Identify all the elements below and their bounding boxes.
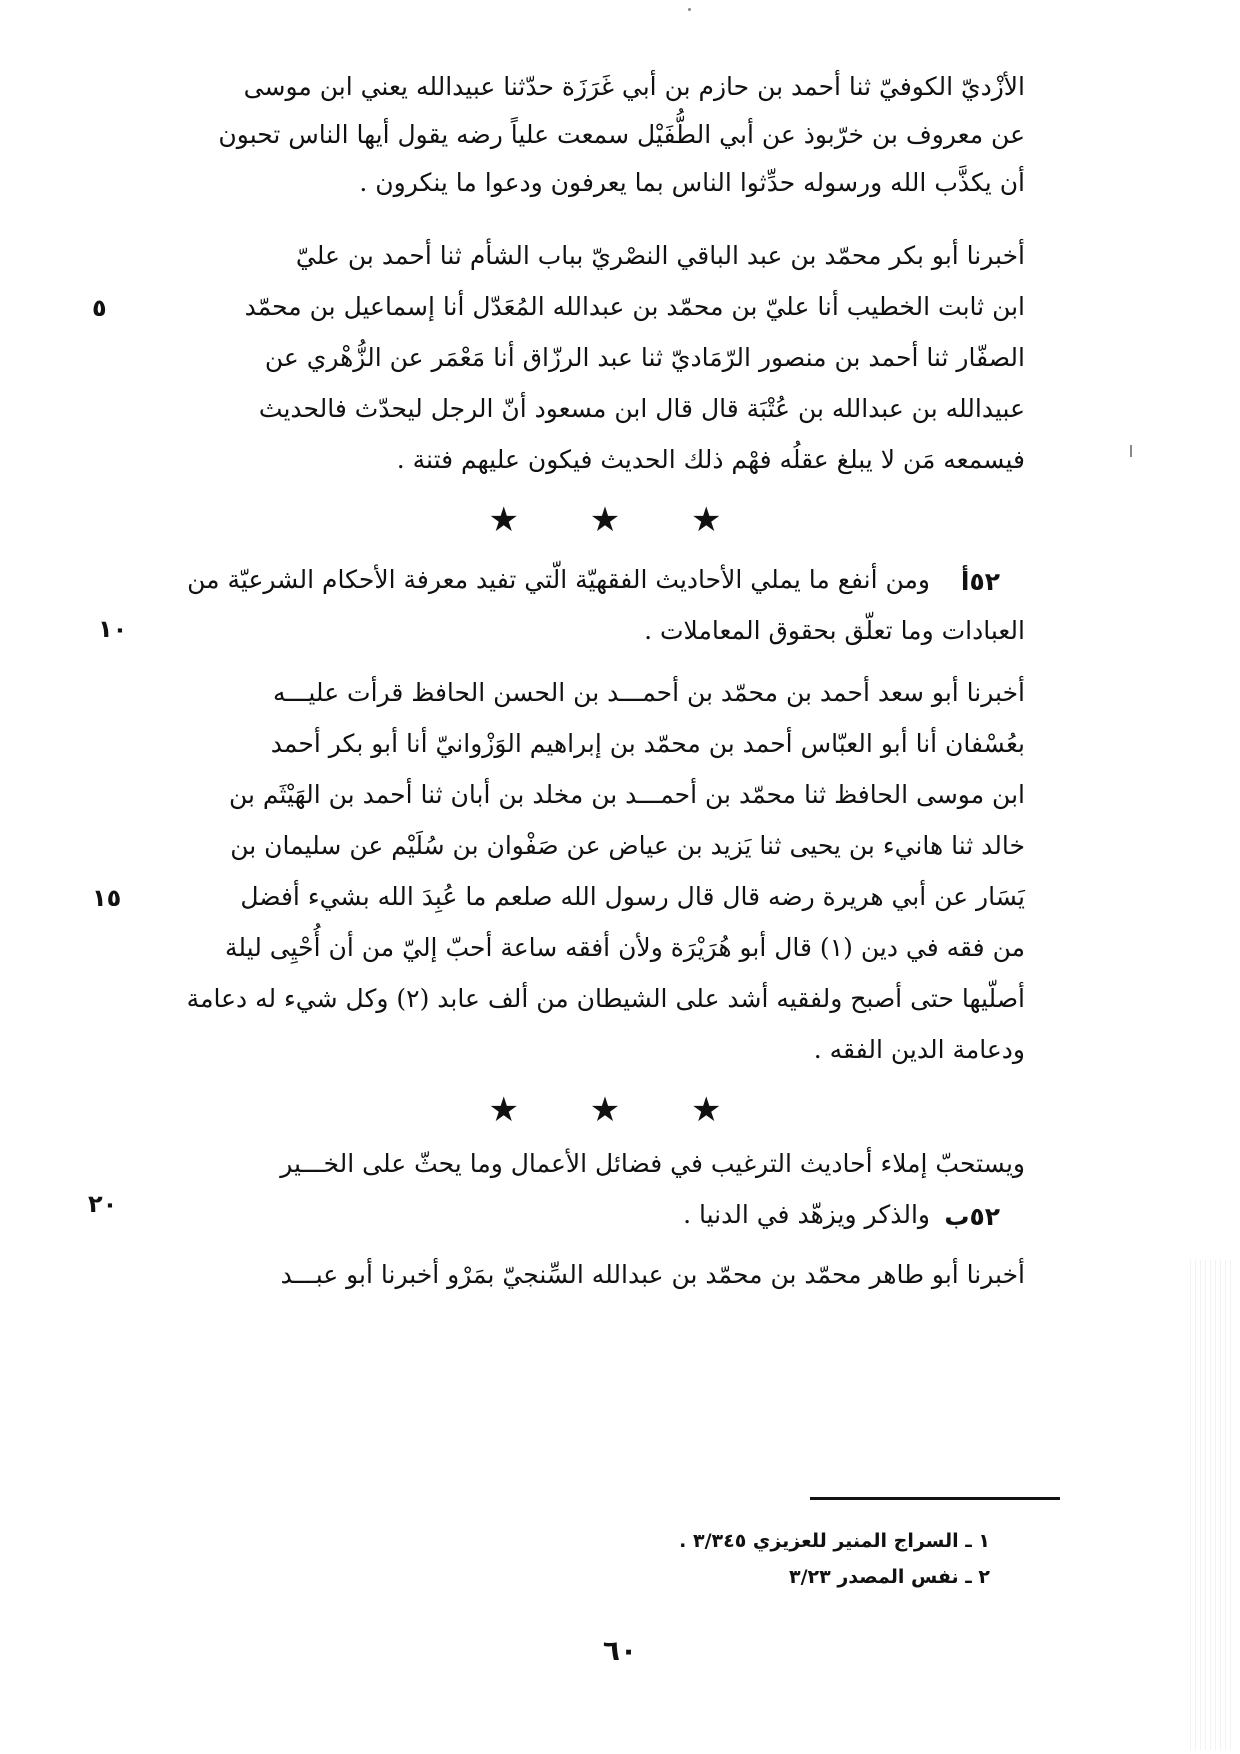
text-line: أخبرنا أبو بكر محمّد بن عبد الباقي النصْريّ بباب الشأم ثنا أحمد بن عليّ xyxy=(295,241,1025,270)
text-line: ومن أنفع ما يملي الأحاديث الفقهيّة الّتي تفيد معرفة الأحكام الشرعيّة من xyxy=(187,565,930,594)
section-label-52a: ٥٢أ xyxy=(960,567,1000,596)
text-line: ويستحبّ إملاء أحاديث الترغيب في فضائل الأعمال وما يحثّ على الخـــير xyxy=(280,1149,1025,1178)
line-number-15: ١٥ xyxy=(92,884,122,912)
text-line: أصلّيها حتى أصبح ولفقيه أشد على الشيطان من ألف عابد (٢) وكل شيء له دعامة xyxy=(186,984,1025,1013)
scan-speck xyxy=(688,8,691,11)
page-number: ٦٠ xyxy=(602,1634,638,1667)
text-line: يَسَار عن أبي هريرة رضه قال قال رسول الله صلعم ما عُبِدَ الله بشيء أفضل xyxy=(240,882,1025,911)
text-line: الأزْديّ الكوفيّ ثنا أحمد بن حازم بن أبي غَرَزَة حدّثنا عبيدالله يعني ابن موسى xyxy=(243,72,1025,101)
text-line: والذكر ويزهّد في الدنيا . xyxy=(683,1200,930,1229)
text-line: عن معروف بن خرّبوذ عن أبي الطُّفَيْل سمعت علياً رضه يقول أيها الناس تحبون xyxy=(218,120,1025,149)
text-line: الصفّار ثنا أحمد بن منصور الرّمَاديّ ثنا عبد الرزّاق أنا مَعْمَر عن الزُّهْري عن xyxy=(264,343,1025,372)
text-line: أن يكذَّب الله ورسوله حدِّثوا الناس بما يعرفون ودعوا ما ينكرون . xyxy=(359,168,1025,197)
text-line: عبيدالله بن عبدالله بن عُتْبَة قال قال ابن مسعود أنّ الرجل ليحدّث فالحديث xyxy=(258,394,1025,423)
text-line: ودعامة الدين الفقه . xyxy=(813,1035,1025,1064)
paragraph-4 xyxy=(125,0,1025,1320)
text-line: خالد ثنا هانيء بن يحيى ثنا يَزيد بن عياض عن صَفْوان بن سُلَيْم عن سليمان بن xyxy=(230,831,1025,860)
text-line: فيسمعه مَن لا يبلغ عقلُه فهْم ذلك الحديث فيكون عليهم فتنة . xyxy=(396,445,1025,474)
text-line: من فقه في دين (١) قال أبو هُرَيْرَة ولأن أفقه ساعة أحبّ إليّ من أن أُحْيِى ليلة xyxy=(224,933,1025,962)
section-divider-stars: ★ ★ ★ xyxy=(488,1090,752,1130)
section-label-52b: ٥٢ب xyxy=(944,1202,1000,1231)
line-number-5: ٥ xyxy=(92,294,107,322)
text-line: ابن موسى الحافظ ثنا محمّد بن أحمـــد بن مخلد بن أبان ثنا أحمد بن الهَيْثَم بن xyxy=(228,780,1025,809)
text-line: العبادات وما تعلّق بحقوق المعاملات . xyxy=(644,616,1025,645)
text-line: أخبرنا أبو سعد أحمد بن محمّد بن أحمـــد بن الحسن الحافظ قرأت عليـــه xyxy=(273,678,1025,707)
text-line: أخبرنا أبو طاهر محمّد بن محمّد بن عبدالله السِّنجيّ بمَرْو أخبرنا أبو عبـــد xyxy=(280,1260,1025,1289)
text-line: ابن ثابت الخطيب أنا عليّ بن محمّد بن عبدالله المُعَدّل أنا إسماعيل بن محمّد xyxy=(244,292,1025,321)
scan-edge-shadow xyxy=(1190,1260,1232,1750)
footnote-1: ١ ـ السراج المنير للعزيزي ٣/٣٤٥ . xyxy=(679,1530,990,1552)
scan-speck xyxy=(1130,445,1132,457)
line-number-10: ١٠ xyxy=(98,615,128,643)
footnote-rule xyxy=(810,1497,1060,1500)
text-line: بعُسْفان أنا أبو العبّاس أحمد بن محمّد بن إبراهيم الوَزْوانيّ أنا أبو بكر أحمد xyxy=(270,729,1025,758)
footnote-2: ٢ ـ نفس المصدر ٣/٢٣ xyxy=(789,1566,990,1588)
section-divider-stars: ★ ★ ★ xyxy=(488,500,752,540)
line-number-20: ٢٠ xyxy=(88,1190,118,1218)
